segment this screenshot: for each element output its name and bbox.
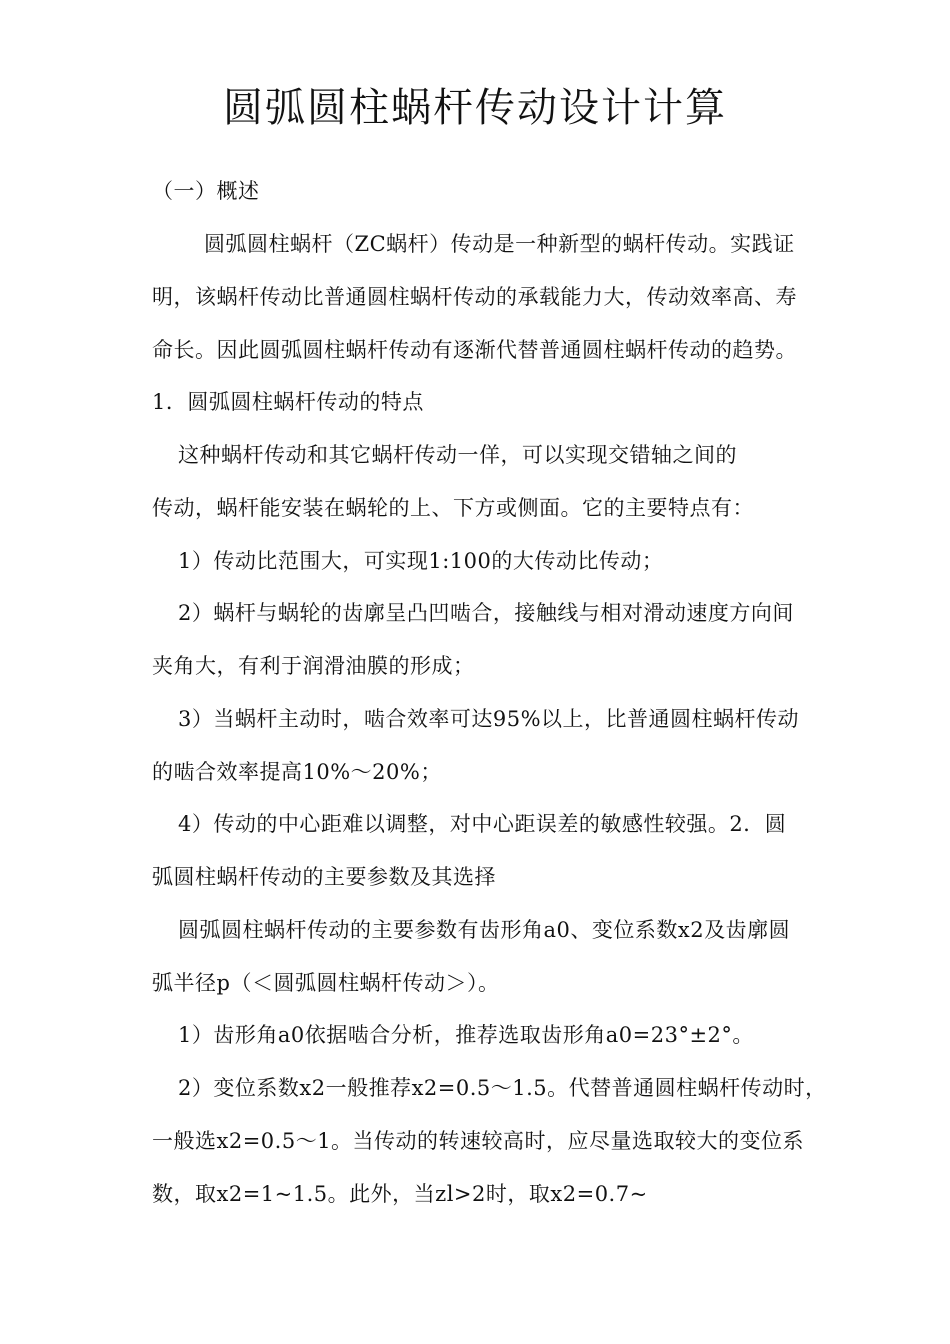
section-heading-features: 1．圆弧圆柱蜗杆传动的特点: [152, 390, 424, 414]
paragraph-line: 一般选x2=0.5〜1。当传动的转速较高时，应尽量选取较大的变位系: [152, 1129, 805, 1153]
list-item: 3）当蜗杆主动时，啮合效率可达95%以上，比普通圆柱蜗杆传动: [178, 707, 800, 731]
paragraph-line: 夹角大，有利于润滑油膜的形成；: [152, 654, 475, 678]
paragraph-line: 的啮合效率提高10%〜20%；: [152, 760, 442, 784]
paragraph-line: 明，该蜗杆传动比普通圆柱蜗杆传动的承载能力大，传动效率高、寿: [152, 285, 797, 309]
paragraph-line: 弧圆柱蜗杆传动的主要参数及其选择: [152, 865, 496, 889]
list-item: 1）齿形角a0依据啮合分析，推荐选取齿形角a0=23°±2°。: [178, 1023, 754, 1047]
list-item: 2）蜗杆与蜗轮的齿廓呈凸凹啮合，接触线与相对滑动速度方向间: [178, 601, 794, 625]
paragraph-line: 圆弧圆柱蜗杆（ZC蜗杆）传动是一种新型的蜗杆传动。实践证: [204, 232, 795, 256]
paragraph-line: 弧半径p（＜圆弧圆柱蜗杆传动＞）。: [152, 971, 500, 995]
paragraph-line: 命长。因此圆弧圆柱蜗杆传动有逐渐代替普通圆柱蜗杆传动的趋势。: [152, 338, 797, 362]
paragraph-line: 传动，蜗杆能安装在蜗轮的上、下方或侧面。它的主要特点有：: [152, 496, 754, 520]
document-title: 圆弧圆柱蜗杆传动设计计算: [223, 85, 727, 131]
list-item: 2）变位系数x2一般推荐x2=0.5〜1.5。代替普通圆柱蜗杆传动时，: [178, 1076, 827, 1100]
list-item: 4）传动的中心距难以调整，对中心距误差的敏感性较强。2．圆: [178, 812, 787, 836]
paragraph-line: 数，取x2=1~1.5。此外，当zl>2时，取x2=0.7~: [152, 1182, 648, 1206]
section-heading-overview: （一）概述: [152, 179, 260, 203]
paragraph-line: 圆弧圆柱蜗杆传动的主要参数有齿形角a0、变位系数x2及齿廓圆: [178, 918, 791, 942]
list-item: 1）传动比范围大，可实现1:100的大传动比传动；: [178, 549, 664, 573]
paragraph-line: 这种蜗杆传动和其它蜗杆传动一佯，可以实现交错轴之间的: [178, 443, 737, 467]
